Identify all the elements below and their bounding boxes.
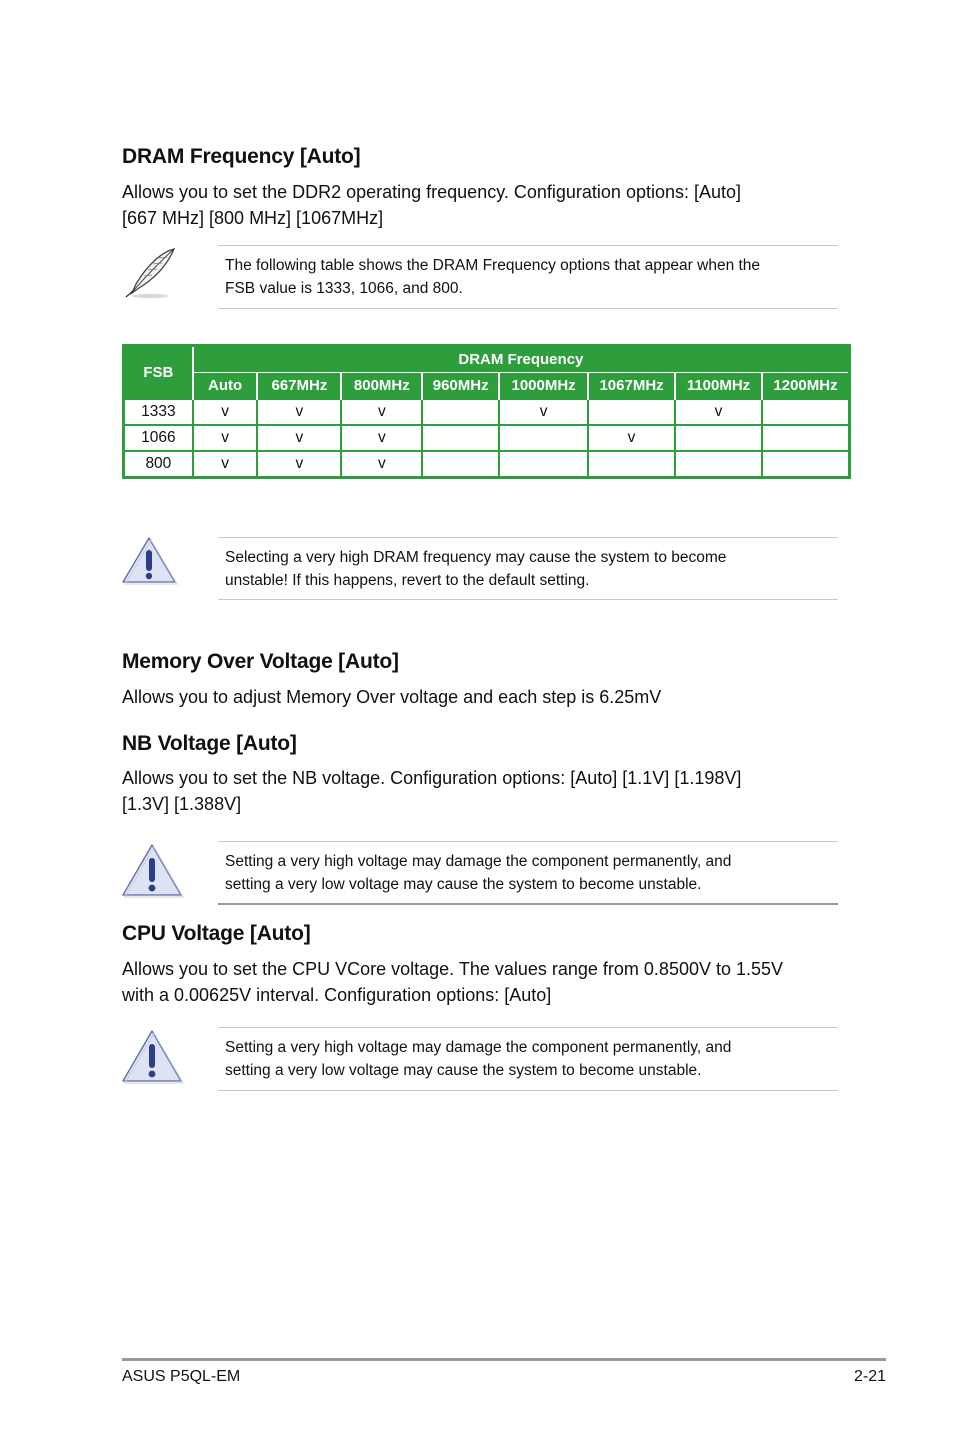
dram-warning-line-1: Selecting a very high DRAM frequency may cause the system to become [225,549,727,566]
memory-over-voltage-description: Allows you to adjust Memory Over voltage and each step is 6.25mV [122,687,662,707]
table-row [124,425,850,451]
feather-pen-icon [122,246,180,307]
column-header: 800MHz [341,373,422,400]
cpu-desc-line-1: Allows you to set the CPU VCore voltage. The values range from 0.8500V to 1.55V [122,959,784,979]
cpu-warning-line-1: Setting a very high voltage may damage the component permanently, and [225,1039,732,1056]
fsb-cell: 1333 [124,399,193,425]
nb-desc-line-1: Allows you to set the NB voltage. Configuration options: [Auto] [1.1V] [1.198V] [122,768,742,788]
table-cell [762,451,850,478]
table-cell: v [341,451,422,478]
footer-product-name: ASUS P5QL-EM [122,1368,241,1385]
fsb-header: FSB [124,346,193,400]
nb-voltage-description [122,765,842,817]
table-cell: v [193,399,258,425]
dram-warning-line-2: unstable! If this happens, revert to the default setting. [225,572,590,589]
dram-desc-line-2: [667 MHz] [800 MHz] [1067MHz] [122,208,384,228]
cpu-voltage-warning [218,1027,838,1091]
page-number: 2-21 [853,1368,886,1385]
dram-frequency-table [122,344,851,479]
column-header: 1100MHz [675,373,762,400]
column-header: 960MHz [422,373,499,400]
table-cell [422,451,499,478]
table-cell: v [257,399,341,425]
table-cell: v [257,451,341,478]
table-cell: v [499,399,588,425]
table-cell: v [341,399,422,425]
dram-note [218,245,838,309]
table-subheader-row [124,373,850,400]
dram-note-line-2: FSB value is 1333, 1066, and 800. [225,280,463,297]
table-header-row [124,346,850,373]
table-cell [675,451,762,478]
warning-icon [122,1028,184,1089]
column-header: 1200MHz [762,373,850,400]
table-row [124,451,850,478]
table-cell: v [257,425,341,451]
nb-desc-line-2: [1.3V] [1.388V] [122,794,242,814]
table-cell [422,425,499,451]
dram-frequency-header: DRAM Frequency [193,346,850,373]
dram-warning [218,537,838,600]
table-cell [588,399,675,425]
dram-frequency-heading: DRAM Frequency [Auto] [122,145,361,168]
nb-warning-line-2: setting a very low voltage may cause the system to become unstable. [225,876,702,893]
table-cell: v [675,399,762,425]
cpu-desc-line-2: with a 0.00625V interval. Configuration options: [Auto] [122,985,552,1005]
warning-icon [122,535,178,590]
warning-icon [122,842,184,903]
column-header: 1067MHz [588,373,675,400]
footer-divider [122,1358,886,1361]
dram-note-line-1: The following table shows the DRAM Frequency options that appear when the [225,257,761,274]
dram-desc-line-1: Allows you to set the DDR2 operating frequency. Configuration options: [Auto] [122,182,742,202]
table-cell [499,425,588,451]
table-cell: v [588,425,675,451]
table-cell [588,451,675,478]
table-cell [762,425,850,451]
table-cell: v [341,425,422,451]
column-header: 1000MHz [499,373,588,400]
column-header: Auto [193,373,258,400]
column-header: 667MHz [257,373,341,400]
cpu-voltage-description [122,956,842,1008]
fsb-cell: 800 [124,451,193,478]
table-cell: v [193,425,258,451]
dram-frequency-description [122,179,842,231]
nb-voltage-warning [218,841,838,905]
table-row [124,399,850,425]
table-cell [762,399,850,425]
fsb-cell: 1066 [124,425,193,451]
nb-warning-line-1: Setting a very high voltage may damage the component permanently, and [225,853,732,870]
cpu-voltage-heading: CPU Voltage [Auto] [122,922,311,945]
table-cell [499,451,588,478]
table-cell [422,399,499,425]
cpu-warning-line-2: setting a very low voltage may cause the system to become unstable. [225,1062,702,1079]
nb-voltage-heading: NB Voltage [Auto] [122,732,297,755]
table-cell [675,425,762,451]
memory-over-voltage-heading: Memory Over Voltage [Auto] [122,650,399,673]
table-cell: v [193,451,258,478]
